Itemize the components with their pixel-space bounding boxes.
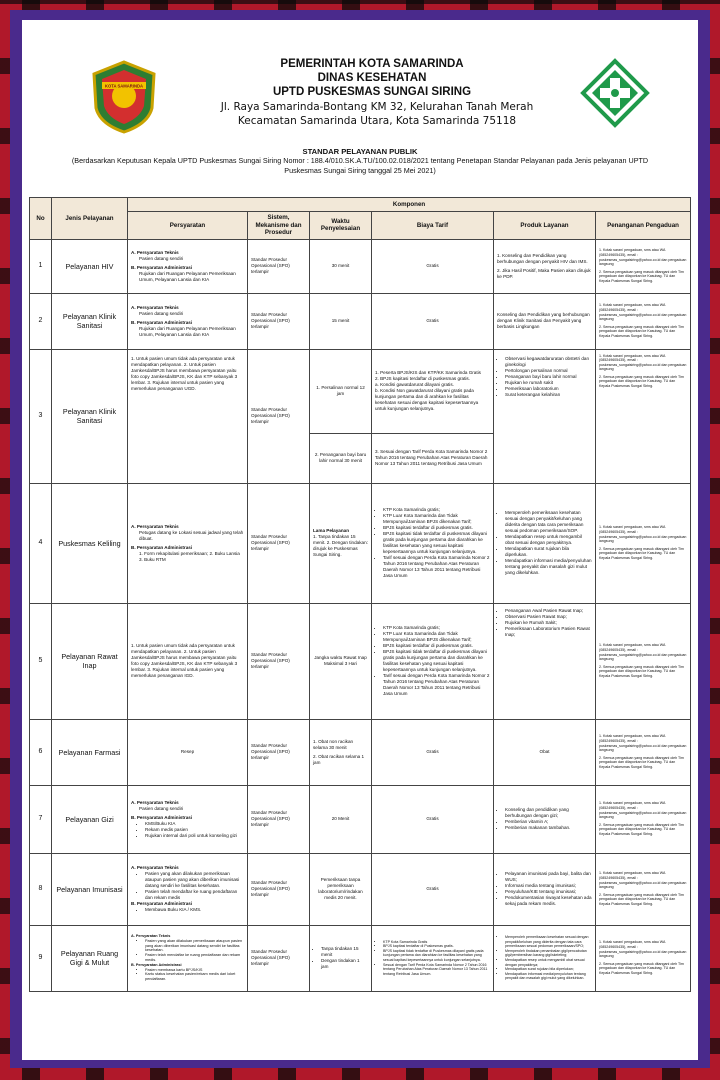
product-item: • Pemeriksaan Laboratorium Pasien Rawat Inap; (505, 626, 592, 638)
duration-heading: Lama Pelayanan (313, 528, 350, 533)
product-cell (494, 239, 596, 293)
req-teknis-heading: A. Persyaratan Teknis (131, 523, 179, 529)
product-list (497, 608, 592, 638)
puskesmas-logo-icon (580, 58, 650, 128)
complaint-item-1: 1. Kotak saran/ pengaduan, sms atau WA (085249605435), email : puskesmas_sungaisiring@yahoo.co.id dan pengaduan langsung (599, 871, 687, 890)
req-teknis-heading: A. Persyaratan Teknis (131, 865, 179, 870)
fee-cell (372, 349, 494, 433)
header-line3: UPTD PUSKESMAS SUNGAI SIRING (272, 86, 472, 98)
col-biaya-header: Biaya Tarif (372, 212, 494, 240)
product-item: • Mendapatkan resep untuk mengambil obat sesuai dengan penyakitnya. (505, 534, 592, 546)
req-teknis-item: • Pasien telah mendaftar ke ruang pendaftaran dan rekam medis (145, 889, 244, 901)
req-admin-text: Rujukan dari Ruangan Pelayanan Pemeriksaan Umum, Pelayanan Lansia dan KIA (139, 270, 236, 282)
service-name: Puskesmas Keliling (52, 483, 128, 603)
complaint-cell (596, 293, 691, 349)
complaint-item-1: 1. Kotak saran/ pengaduan, sms atau WA (085249605435), email : puskesmas_sungaisiring@yahoo.co.id dan pengaduan langsung (599, 303, 687, 322)
fee-item: b. Kondisi Non gawatdarurat dilayani gratis pada kunjungan pertama dan di arahkan ke fasilitas kesehatan sesuai dengan kapitasi kepesertaannya untuk kunjungan selanjutnya. (375, 388, 479, 411)
complaint-item-2: 2. Semua pengaduan yang masuk ditangani oleh Tim pengaduan dan dilaporkan ke Kasubag. TU dan Kepala Puskesmas Sungai Siring. (599, 822, 684, 836)
product-cell: Konseling dan Pendidikan yang berhubungan dengan Klinik Sanitasi dan Penyakit yang berbasis Lingkungan (494, 293, 596, 349)
req-teknis-heading: A. Persyaratan Teknis (131, 934, 171, 939)
row-number: 8 (30, 853, 52, 925)
requirements-cell: 1. Untuk pasien umum tidak ada persyaratan untuk mendapatkan pelayanan. 2. Untuk pasien Jamkesda/BPJS harus membawa persyaratan yaitu foto copy Jamkesda/BPJS, KK dan KTP sebanyak 3 lembar. 3. Rujukan internal untuk pasien yang memerlukan penanganan IGD. (128, 603, 248, 719)
address-line2: Kecamatan Samarinda Utara, Kota Samarinda 75118 (237, 115, 517, 127)
req-teknis-heading: A. Persyaratan Teknis (131, 249, 179, 255)
requirements-cell: Resep (128, 719, 248, 785)
row-number: 1 (30, 239, 52, 293)
fee-list (375, 625, 490, 697)
table-row (30, 925, 691, 991)
procedure-cell: Standar Prosedur Operasional (SPO) terlampir (248, 853, 310, 925)
product-cell (494, 785, 596, 853)
service-name: Pelayanan HIV (52, 239, 128, 293)
duration-cell: 1. Persalinan normal 12 jam (310, 349, 372, 433)
complaint-item-2: 2. Semua pengaduan yang masuk ditangani oleh Tim pengaduan dan dilaporkan ke Kasubag. TU dan Kepala Puskesmas Sungai Siring. (599, 546, 684, 560)
fee-item: 1. Peserta BPJS/KIS dan KTP/KK Samarinda Gratis (375, 370, 481, 375)
col-jenis-header: Jenis Pelayanan (52, 198, 128, 240)
req-admin-list (131, 907, 244, 913)
complaint-item-2: 2. Semua pengaduan yang masuk ditangani oleh Tim pengaduan dan dilaporkan ke Kasubag. TU dan Kepala Puskesmas Sungai Siring. (599, 374, 684, 389)
product-item: • Rujukan ke rumah sakit (505, 380, 592, 386)
req-admin-heading: B. Persyaratan Administrasi (131, 962, 182, 967)
req-admin-item: • Pasien membawa kartu BPJS/KIS (145, 968, 244, 973)
req-admin-heading: B. Persyaratan Administrasi (131, 544, 193, 550)
col-persyaratan-header: Persyaratan (128, 212, 248, 240)
complaint-cell (596, 349, 691, 483)
document-subtitle-1: (Berdasarkan Keputusan Kepala UPTD Puskesmas Sungai Siring Nomor : 188.4/010.SK.A.TU/100.02.018/2021 tentang Penetapan Standar Pelayanan pada Jenis pelayanan UPTD (71, 156, 649, 165)
requirements-cell: 1. Untuk pasien umum tidak ada persyaratan untuk mendapatkan pelayanan. 2. Untuk pasien Jamkesda/BPJS harus membawa persyaratan yaitu foto copy Jamkesda/BPJS, KK dan KTP sebanyak 3 lembar. 3. Rujukan internal untuk pasien yang memerlukan penanganan UGD. (128, 349, 248, 483)
req-teknis-item: • Pasien yang akan dilakukan pemeriksaan ataupun pasien yang akan diberikan imunisasi datang sendiri ke fasilitas kesehatan. (145, 871, 244, 889)
duration-item: • Dengan tindakan 1 jam (321, 958, 368, 970)
table-row (30, 603, 691, 719)
product-item: • Mendapatkan informasi media/penyuluhan tentang penyakit dan masalah gigi mulut yang dikeluhkan. (505, 972, 592, 981)
product-item: • Pemeriksaan laboratorium (505, 386, 592, 392)
product-item: • Rujukan ke Rumah Sakit; (505, 620, 592, 626)
product-list (497, 356, 592, 398)
product-item: • Mendapatkan informasi media/penyuluhan tentang penyakit dan masalah gizi mulut yang dikeluhkan. (505, 558, 592, 576)
complaint-item-1: 1. Kotak saran/ pengaduan, sms atau WA (085249605435), email : puskesmas_sungaisiring@yahoo.co.id dan pengaduan langsung (599, 353, 687, 372)
complaint-item-1: 1. Kotak saran/ pengaduan, sms atau WA (085249605435), email : puskesmas_sungaisiring@yahoo.co.id dan pengaduan langsung (599, 525, 687, 544)
req-teknis-text: Pasien datang sendiri (139, 310, 184, 316)
product-item: 1. Konseling dan Pendidikan yang berhubungan dengan penyakit HIV dan IMS. (497, 252, 588, 264)
fee-item: • BPJS kapitasi tidak terdaftar di puskesmas dilayani gratis pada kunjungan pertama dan diarahkan ke fasilitas kesehatan yang sesuai kapitasi kepesertaannya untuk kunjungan selanjutnya. (383, 649, 490, 673)
fee-item: • Tarif sesuai dengan Perda Kota Samarinda Nomor 2 Tahun 2016 tentang Perubahan Atas Peraturan Daerah Nomor 13 Tahun 2011 tentang Retribusi Jasa Umum (383, 555, 490, 579)
fee-item: • Tarif sesuai dengan Perda Kota Samarinda Nomor 2 Tahun 2016 tentang Perubahan Atas Peraturan Daerah Nomor 13 Tahun 2011 tentang Retribusi Jasa Umum (383, 673, 490, 697)
service-name: Pelayanan Gizi (52, 785, 128, 853)
complaint-item-1: 1. Kotak saran/ pengaduan, sms atau WA (085249605435), email : puskesmas_sungaisiring@yahoo.co.id dan pengaduan langsung (599, 643, 687, 662)
fee-cell (372, 603, 494, 719)
fee-item: • KTP Kota Samarinda gratis; (383, 625, 490, 631)
fee-item: • BPJS kapitasi terdaftar di Puskesmas gratis. (383, 944, 490, 949)
duration-cell: 2. Penanganan bayi baru lahir normal 30 menit (310, 433, 372, 483)
product-item: • Informasi media tentang imunisasi; (505, 883, 592, 889)
product-item: • Pendokumentasian riwayat kesehatan ada sekaj pada rekam medis. (505, 895, 592, 907)
product-cell (494, 925, 596, 991)
row-number: 2 (30, 293, 52, 349)
fee-item: • BPJS kapitasi tidak terdaftar di Puskesmas dilayani gratis pada kunjungan pertama dan diarahkan ke fasilitas kesehatan yang sesuai kapitasi kepesertaannya untuk kunjungan selanjutnya. (383, 949, 490, 963)
address-line1: Jl. Raya Samarinda-Bontang KM 32, Kelurahan Tanah Merah (220, 101, 534, 113)
complaint-cell (596, 483, 691, 603)
col-sistem-header: Sistem, Mekanisme dan Prosedur (248, 212, 310, 240)
complaint-item-1: 1. Kotak saran/ pengaduan, sms atau WA (085249605435), email : puskesmas_sungaisiring@yahoo.co.id dan pengaduan langsung (599, 940, 687, 959)
req-admin-heading: B. Persyaratan Administrasi (131, 264, 193, 270)
fee-cell: Gratis (372, 293, 494, 349)
fee-cell: 3. Sesuai dengan Tarif Perda Kota Samarinda Nomor 2 Tahun 2016 tentang Perubahan Atas Peraturan Daerah Nomor 13 Tahun 2011 tentang Retribusi Jasa Umum (372, 433, 494, 483)
duration-item: 2. Obat racikan selama 1 jam (313, 753, 365, 765)
req-teknis-text: Petugas datang ke Lokasi sesuai jadwal yang telah dibuat. (139, 529, 244, 541)
product-cell (494, 853, 596, 925)
product-item: • Konseling dan pendidikan yang berhubungan dengan gizi; (505, 807, 592, 819)
product-item: • Penanganan Awal Pasien Rawat Inap; (505, 608, 592, 614)
duration-cell (310, 719, 372, 785)
procedure-cell: Standar Prosedur Operasional (SPO) terlampir (248, 483, 310, 603)
product-item: • Pemberian makanan tambahan. (505, 825, 592, 831)
product-list (497, 935, 592, 981)
row-number: 4 (30, 483, 52, 603)
procedure-cell: Standar Prosedur Operasional (SPO) terlampir (248, 785, 310, 853)
complaint-cell (596, 719, 691, 785)
fee-list (375, 940, 490, 977)
service-name: Pelayanan Klinik Sanitasi (52, 293, 128, 349)
letterhead (22, 20, 698, 144)
complaint-item-1: 1. Kotak saran/ pengaduan, sms atau WA (085249605435), email : puskesmas_sungaisiring@yahoo.co.id dan pengaduan langsung (599, 734, 687, 753)
product-item: • Memperoleh pemeriksaan kesehatan sesuai dengan penyakit/keluhan yang diderita dengan tata cara pemeriksaan sesuai pedoman pemeriksaan/SPO; (505, 935, 592, 949)
complaint-cell (596, 603, 691, 719)
product-list (497, 510, 592, 576)
table-row (30, 483, 691, 603)
req-admin-heading: B. Persyaratan Administrasi (131, 901, 193, 906)
requirements-cell (128, 483, 248, 603)
requirements-cell (128, 925, 248, 991)
requirements-cell (128, 239, 248, 293)
req-admin-text: 1. Form rekapitulasi pemeriksaan; 2. Buku Lansia 3. Buku RTM (139, 550, 240, 562)
fee-item: • KTP Luar Kota Samarinda dan Tidak Mempunyai/Jaminan BPJS dikenakan Tarif; (383, 513, 490, 525)
row-number: 3 (30, 349, 52, 483)
service-name: Pelayanan Ruang Gigi & Mulut (52, 925, 128, 991)
req-admin-text: Rujukan dari Ruangan Pelayanan Pemeriksaan Umum, Pelayanan Lansia dan KIA (139, 325, 236, 337)
duration-cell: 15 menit (310, 293, 372, 349)
row-number: 5 (30, 603, 52, 719)
product-list (497, 871, 592, 907)
duration-cell (310, 483, 372, 603)
req-teknis-text: Pasien datang sendiri (139, 255, 184, 261)
fee-item: • KTP Kota Samarinda gratis; (383, 507, 490, 513)
product-item: • Pemberian vitamin A; (505, 819, 592, 825)
fee-cell: Gratis (372, 785, 494, 853)
procedure-cell: Standar Prosedur Operasional (SPO) terlampir (248, 603, 310, 719)
req-admin-item: • Rujukan internal dari poli untuk konseling gizi (145, 833, 244, 839)
duration-item: 1. Obat non racikan selama 30 menit (313, 738, 354, 750)
document-title: STANDAR PELAYANAN PUBLIK (302, 147, 418, 156)
req-teknis-heading: A. Persyaratan Teknis (131, 799, 179, 805)
fee-list (375, 507, 490, 579)
fee-item: 2. BPJS kapitasi terdaftar di puskesmas gratis. (375, 376, 470, 381)
row-number: 6 (30, 719, 52, 785)
table-row (30, 239, 691, 293)
complaint-cell (596, 239, 691, 293)
product-item: • Penanganan bayi baru lahir normal (505, 374, 592, 380)
col-penanganan-header: Penanganan Pengaduan (596, 212, 691, 240)
requirements-cell (128, 293, 248, 349)
req-admin-heading: B. Persyaratan Administrasi (131, 319, 193, 325)
complaint-item-2: 2. Semua pengaduan yang masuk ditangani oleh Tim pengaduan dan dilaporkan ke Kasubag. TU dan Kepala Puskesmas Sungai Siring. (599, 961, 684, 975)
fee-item: • BPJS kapitasi terdaftar di puskesmas gratis. (383, 643, 490, 649)
complaint-item-1: 1. Kotak saran/ pengaduan, sms atau WA (085249605435), email : puskesmas_sungaisiring@yahoo.co.id dan pengaduan langsung (599, 801, 687, 820)
fee-item: • BPJS kapitasi tidak terdaftar di puskesmas dilayani gratis pada kunjungan pertama dan diarahkan ke fasilitas kesehatan yang sesuai kapitasi kepesertaannya untuk kunjungan selanjutnya. (383, 531, 490, 555)
service-standard-table (29, 197, 691, 992)
procedure-cell: Standar Prosedur Operasional (SPO) terlampir (248, 239, 310, 293)
document-subtitle-2: Puskesmas Sungai Siring tanggal 25 Mei 2021) (284, 166, 436, 175)
product-item: • Mendapatkan surat rujukan bila diperlukan; (505, 967, 592, 972)
emblem-label: KOTA SAMARINDA (104, 83, 144, 89)
product-list (497, 807, 592, 831)
product-item: • Mendapatkan surat rujukan bila diperlukan. (505, 546, 592, 558)
product-item: • Observasi Pasien Rawat Inap; (505, 614, 592, 620)
fee-cell (372, 925, 494, 991)
procedure-cell: Standar Prosedur Operasional (SPO) terlampir (248, 293, 310, 349)
product-cell: Obat (494, 719, 596, 785)
col-komponen-header: Komponen (128, 198, 691, 212)
req-admin-item: • Kartu status kesehatan pasien/rekam medis dari loket pendaftaran. (145, 972, 244, 982)
complaint-cell (596, 925, 691, 991)
col-waktu-header: Waktu Penyelesaian (310, 212, 372, 240)
req-admin-item: • Rekam medis pasien (145, 827, 244, 833)
service-name: Pelayanan Klinik Sanitasi (52, 349, 128, 483)
table-row (30, 719, 691, 785)
row-number: 7 (30, 785, 52, 853)
product-item: • Surat keterangan kelahiran (505, 392, 592, 398)
procedure-cell: Standar Prosedur Operasional (SPO) terlampir (248, 719, 310, 785)
product-item: • Observasi kegawatdaruratan obstetri dan ginekologi (505, 356, 592, 368)
duration-cell: Pemeriksaan tanpa pemeriksaan laboratorium/rindakan medis 20 menit. (310, 853, 372, 925)
procedure-cell: Standar Prosedur Operasional (SPO) terlampir (248, 925, 310, 991)
req-teknis-item: • Pasien yang akan dilakukan pemeriksaan ataupun pasien yang akan diberikan imunisasi datang sendiri ke fasilitas kesehatan. (145, 939, 244, 953)
requirements-cell (128, 785, 248, 853)
header-line2: DINAS KESEHATAN (317, 72, 427, 84)
duration-cell: 30 menit (310, 239, 372, 293)
duration-text: 1. Tanpa tindakan 15 menit. 2. Dengan tindakan: dirujuk ke Puskesmas Sungai Siring. (313, 534, 368, 557)
product-item: 2. Jika Hasil Positif, Maka Pasien akan dirujuk ke PDP. (497, 267, 591, 279)
req-admin-list (131, 821, 244, 839)
procedure-cell: Standar Prosedur Operasional (SPO) terlampir (248, 349, 310, 483)
product-cell (494, 483, 596, 603)
fee-item: • BPJS kapitasi terdaftar di puskesmas gratis. (383, 525, 490, 531)
complaint-cell (596, 853, 691, 925)
product-item: • Memperoleh tindakan penambalan gigi/pencabutan gigi/pembersihan karang gigi/skeleting; (505, 949, 592, 958)
requirements-cell (128, 853, 248, 925)
row-number: 9 (30, 925, 52, 991)
table-row (30, 349, 691, 433)
duration-item: • Tanpa tindakan 15 menit (321, 946, 368, 958)
product-item: • Penyuluhan/KIE tentang imunisasi; (505, 889, 592, 895)
product-cell (494, 603, 596, 719)
col-no-header: No (30, 198, 52, 240)
duration-list (313, 946, 368, 970)
complaint-item-2: 2. Semua pengaduan yang masuk ditangani oleh Tim pengaduan dan dilaporkan ke Kasubag. TU dan Kepala Puskesmas Sungai Siring. (599, 324, 684, 338)
req-teknis-list (131, 939, 244, 963)
product-item: • Pertolongan persalinan normal (505, 368, 592, 374)
product-cell (494, 349, 596, 483)
req-teknis-heading: A. Persyaratan Teknis (131, 304, 179, 310)
duration-cell: 20 Menit (310, 785, 372, 853)
req-admin-heading: B. Persyaratan Administrasi (131, 814, 193, 820)
service-name: Pelayanan Imunisasi (52, 853, 128, 925)
header-line1: PEMERINTAH KOTA SAMARINDA (280, 58, 464, 70)
service-name: Pelayanan Rawat Inap (52, 603, 128, 719)
table-row (30, 853, 691, 925)
complaint-item-2: 2. Semua pengaduan yang masuk ditangani oleh Tim pengaduan dan dilaporkan ke Kasubag. TU dan Kepala Puskesmas Sungai Siring. (599, 269, 684, 283)
fee-item: • KTP Kota Samarinda Gratis (383, 940, 490, 945)
samarinda-emblem-icon (92, 60, 156, 134)
fee-item: • Sesuai dengan Tarif Perda Kota Samarinda Nomor 2 Tahun 2016 tentang Perubahan Atas Peraturan Daerah Nomor 13 Tahun 2011 tentang Retribusi Jasa Umum. (383, 963, 490, 977)
complaint-item-2: 2. Semua pengaduan yang masuk ditangani oleh Tim pengaduan dan dilaporkan ke Kasubag. TU dan Kepala Puskesmas Sungai Siring. (599, 755, 684, 769)
complaint-item-1: 1. Kotak saran/ pengaduan, sms atau WA (085249605435), email : puskesmas_sungaisiring@yahoo.co.id dan pengaduan langsung (599, 248, 687, 267)
req-admin-item: • Membawa Buku KIA / KMS. (145, 907, 244, 913)
fee-cell: Gratis (372, 853, 494, 925)
col-produk-header: Produk Layanan (494, 212, 596, 240)
product-item: • Mendapatkan resep untuk mengambil obat sesuai dengan penyakitnya; (505, 958, 592, 967)
product-item: • Pelayanan imunisasi pada bayi, balita dan WUS; (505, 871, 592, 883)
document-page (22, 20, 698, 1060)
fee-cell: Gratis (372, 239, 494, 293)
fee-cell: Gratis (372, 719, 494, 785)
fee-item: • KTP Luar Kota Samarinda dan Tidak Mempunyai/Jaminan BPJS dikenakan Tarif; (383, 631, 490, 643)
complaint-item-2: 2. Semua pengaduan yang masuk ditangani oleh Tim pengaduan dan dilaporkan ke Kasubag. TU dan Kepala Puskesmas Sungai Siring. (599, 664, 684, 678)
duration-cell (310, 925, 372, 991)
req-teknis-text: Pasien datang sendiri (139, 805, 184, 811)
complaint-item-2: 2. Semua pengaduan yang masuk ditangani oleh Tim pengaduan dan dilaporkan ke Kasubag. TU dan Kepala Puskesmas Sungai Siring. (599, 892, 684, 906)
req-teknis-list (131, 871, 244, 901)
table-row (30, 785, 691, 853)
fee-cell (372, 483, 494, 603)
service-name: Pelayanan Farmasi (52, 719, 128, 785)
duration-cell: Jangka waktu Rawat Inap Maksimal 3 Hari (310, 603, 372, 719)
table-row (30, 293, 691, 349)
fee-item: a. Kondisi gawatdarurat dilayani gratis. (375, 382, 454, 387)
req-admin-list (131, 968, 244, 982)
req-teknis-item: • Pasien telah mendaftar ke ruang pendaftaran dan rekam medis. (145, 953, 244, 963)
product-item: • Memperoleh pemeriksaan kesehatan sesuai dengan penyakit/keluhan yang diderita dengan tata cara pemeriksaan sesuai pedoman pemeriksaan/SOP. (505, 510, 592, 534)
req-admin-item: • KMS/Buku KIA (145, 821, 244, 827)
complaint-cell (596, 785, 691, 853)
